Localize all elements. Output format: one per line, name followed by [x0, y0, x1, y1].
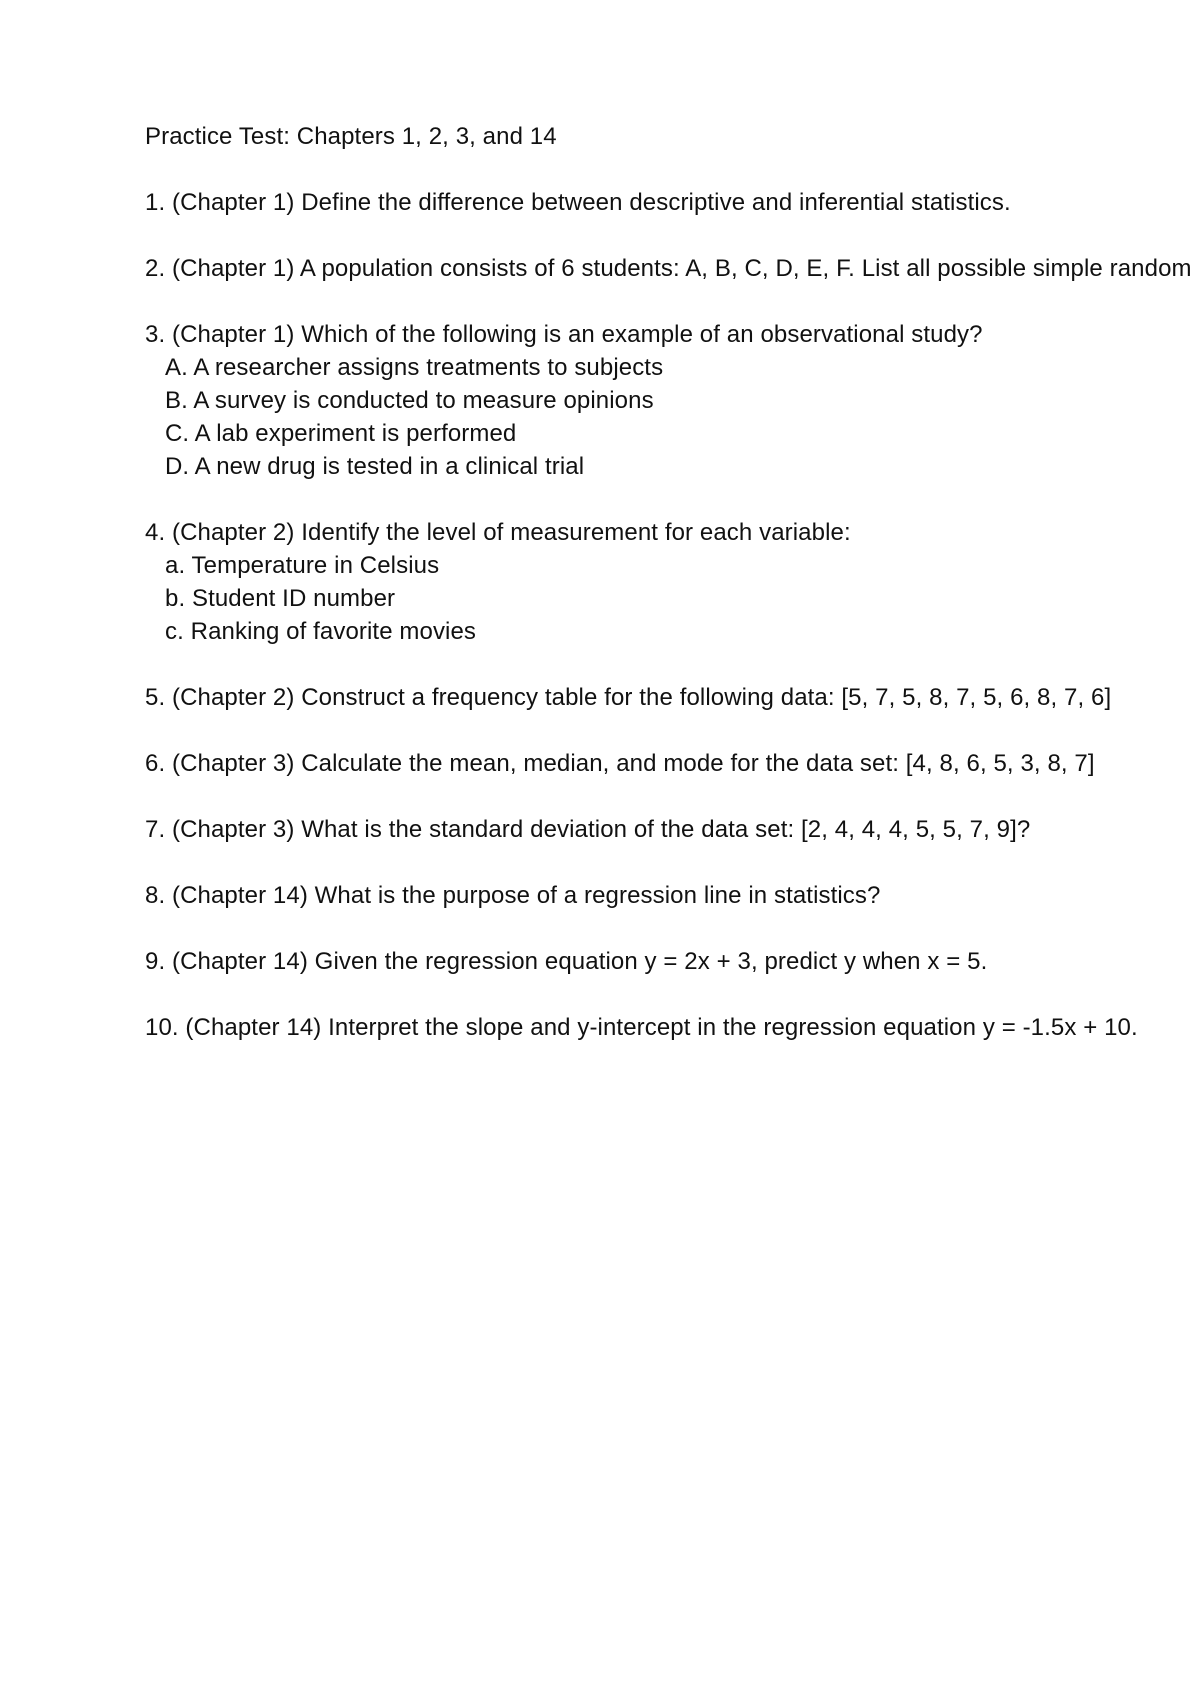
question-4: 4. (Chapter 2) Identify the level of measurement for each variable:	[145, 519, 851, 546]
question-3: 3. (Chapter 1) Which of the following is an example of an observational study?	[145, 321, 983, 348]
question-7: 7. (Chapter 3) What is the standard deviation of the data set: [2, 4, 4, 4, 5, 5, 7, 9]?	[145, 816, 1031, 843]
question-5: 5. (Chapter 2) Construct a frequency table for the following data: [5, 7, 5, 8, 7, 5, 6, 8, 7, 6]	[145, 684, 1112, 711]
question-3-option-c: C. A lab experiment is performed	[165, 420, 517, 447]
document-title: Practice Test: Chapters 1, 2, 3, and 14	[145, 123, 557, 150]
question-3-option-a: A. A researcher assigns treatments to subjects	[165, 354, 664, 381]
question-6: 6. (Chapter 3) Calculate the mean, median, and mode for the data set: [4, 8, 6, 5, 3, 8, 7]	[145, 750, 1095, 777]
question-2: 2. (Chapter 1) A population consists of 6 students: A, B, C, D, E, F. List all possible simple random	[145, 255, 1192, 282]
question-10: 10. (Chapter 14) Interpret the slope and y-intercept in the regression equation y = -1.5x + 10.	[145, 1014, 1138, 1041]
question-4-option-a: a. Temperature in Celsius	[165, 552, 440, 579]
question-4-option-b: b. Student ID number	[165, 585, 396, 612]
question-9: 9. (Chapter 14) Given the regression equation y = 2x + 3, predict y when x = 5.	[145, 948, 988, 975]
question-8: 8. (Chapter 14) What is the purpose of a regression line in statistics?	[145, 882, 881, 909]
question-4-option-c: c. Ranking of favorite movies	[165, 618, 477, 645]
question-3-option-b: B. A survey is conducted to measure opinions	[165, 387, 654, 414]
question-3-option-d: D. A new drug is tested in a clinical trial	[165, 453, 585, 480]
question-1: 1. (Chapter 1) Define the difference between descriptive and inferential statistics.	[145, 189, 1011, 216]
